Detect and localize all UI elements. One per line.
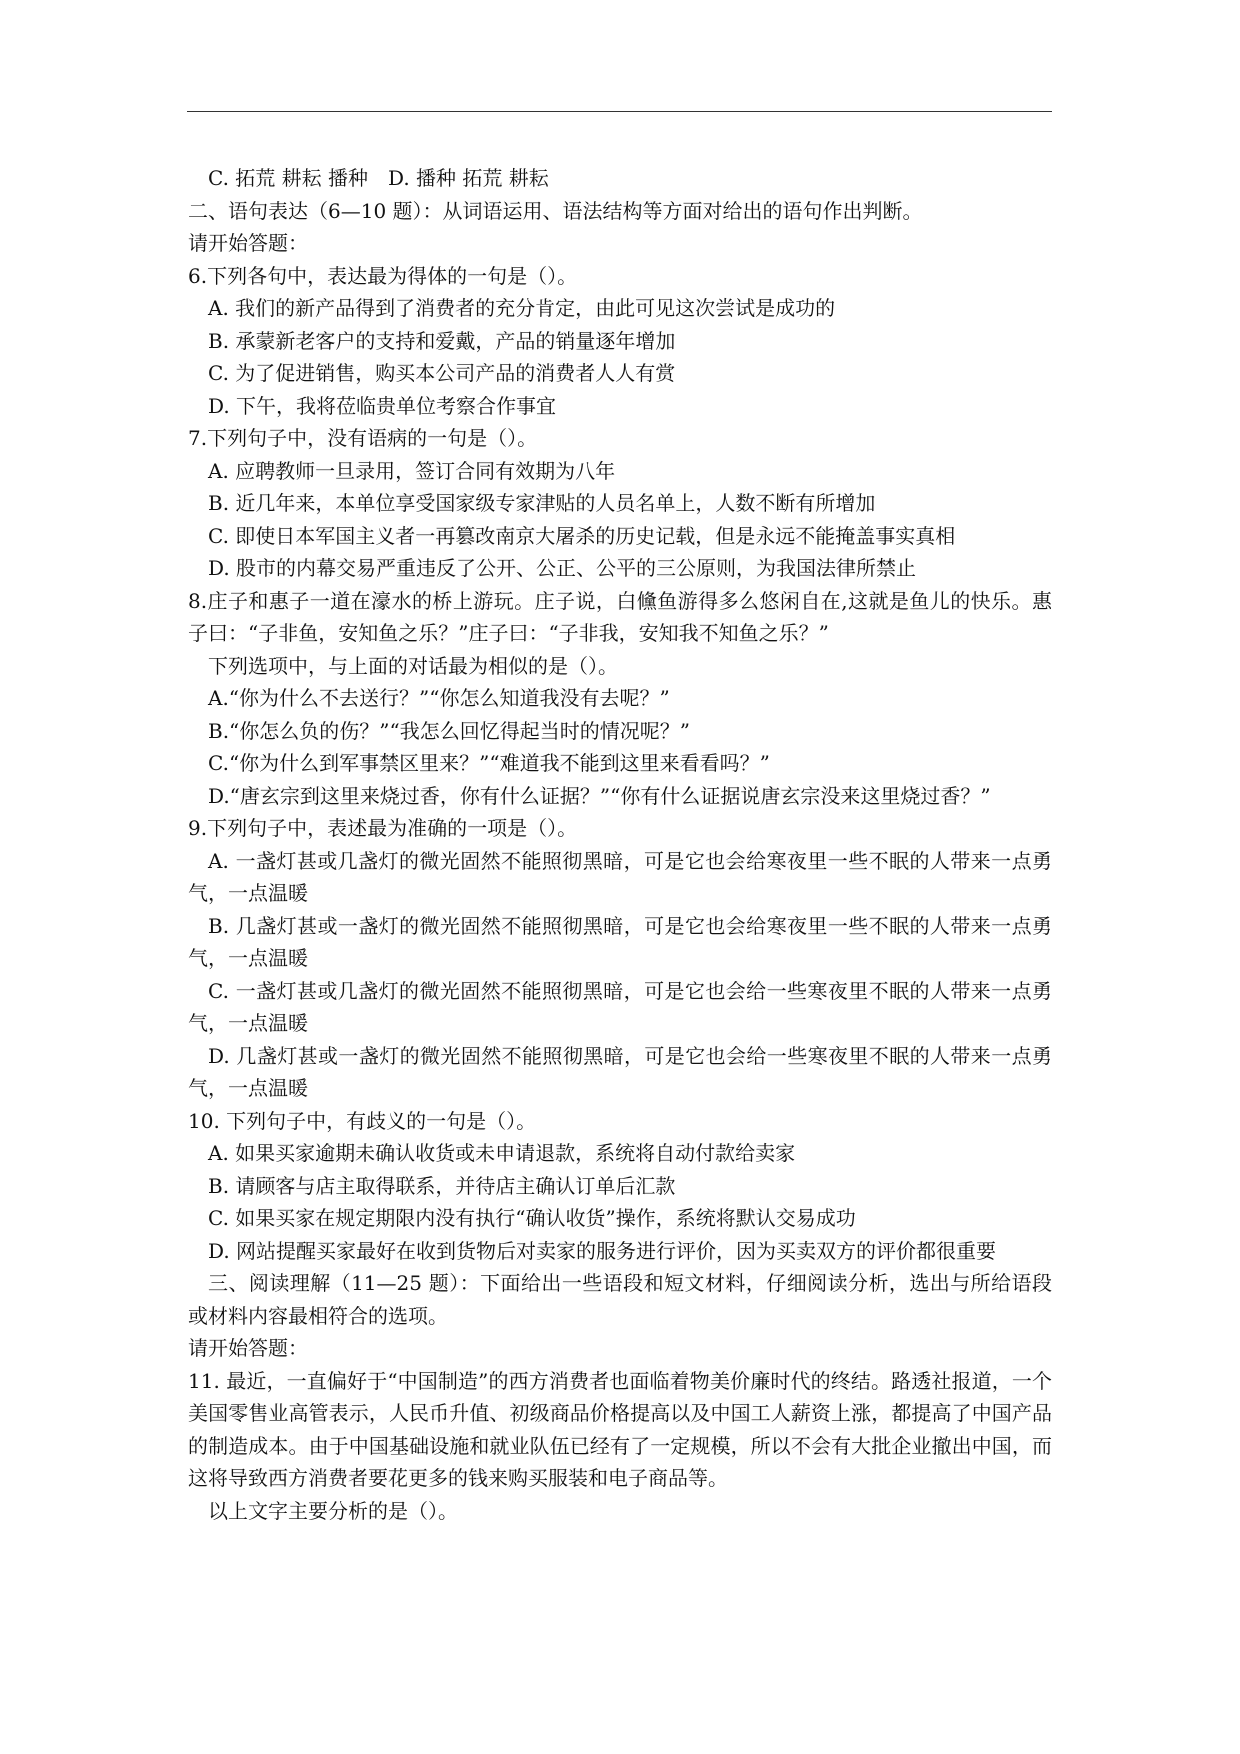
- document-paragraph: 9.下列句子中，表述最为准确的一项是（）。: [188, 816, 578, 840]
- document-paragraph: 以上文字主要分析的是（）。: [208, 1498, 458, 1523]
- document-paragraph: 请开始答题：: [188, 231, 308, 255]
- document-paragraph: D.“唐玄宗到这里来烧过香，你有什么证据？”“你有什么证据说唐玄宗没来这里烧过香？”: [208, 783, 991, 808]
- document-paragraph: D. 几盏灯甚或一盏灯的微光固然不能照彻黑暗，可是它也会给一些寒夜里不眠的人带来一点勇气，一点温暖: [188, 1043, 1052, 1100]
- document-paragraph: 二、语句表达（6—10 题）：从词语运用、语法结构等方面对给出的语句作出判断。: [188, 198, 923, 223]
- document-paragraph: 7.下列句子中，没有语病的一句是（）。: [188, 426, 538, 450]
- document-paragraph: 11. 最近，一直偏好于“中国制造”的西方消费者也面临着物美价廉时代的终结。路透社报道，一个美国零售业高管表示，人民币升值、初级商品价格提高以及中国工人薪资上涨，都提高了中国产品的制造成本。由于中国基础设施和就业队伍已经有了一定规模，所以不会有大批企业撤出中国，而这将导致西方消费者要花更多的钱来购买服装和电子商品等。: [188, 1368, 1052, 1490]
- document-paragraph: B. 近几年来，本单位享受国家级专家津贴的人员名单上，人数不断有所增加: [208, 491, 876, 515]
- document-paragraph: D. 股市的内幕交易严重违反了公开、公正、公平的三公原则，为我国法律所禁止: [208, 556, 917, 580]
- document-paragraph: C. 拓荒 耕耘 播种 D. 播种 拓荒 耕耘: [208, 166, 549, 190]
- document-paragraph: B. 请顾客与店主取得联系，并待店主确认订单后汇款: [208, 1173, 676, 1198]
- document-paragraph: C. 如果买家在规定期限内没有执行“确认收货”操作，系统将默认交易成功: [208, 1206, 856, 1230]
- document-paragraph: 请开始答题：: [188, 1336, 308, 1360]
- document-paragraph: B. 承蒙新老客户的支持和爱戴，产品的销量逐年增加: [208, 328, 676, 353]
- document-paragraph: C. 为了促进销售，购买本公司产品的消费者人人有赏: [208, 361, 676, 385]
- document-paragraph: C. 即使日本军国主义者一再篡改南京大屠杀的历史记载，但是永远不能掩盖事实真相: [208, 523, 956, 548]
- document-paragraph: A.“你为什么不去送行？”“你怎么知道我没有去呢？”: [208, 686, 670, 710]
- header-rule: [187, 111, 1052, 112]
- document-paragraph: A. 应聘教师一旦录用，签订合同有效期为八年: [208, 458, 616, 483]
- document-paragraph: 8.庄子和惠子一道在濠水的桥上游玩。庄子说，白儵鱼游得多么悠闲自在,这就是鱼儿的快乐。惠子曰：“子非鱼，安知鱼之乐？”庄子曰：“子非我，安知我不知鱼之乐？”: [188, 588, 1052, 645]
- document-paragraph: A. 如果买家逾期未确认收货或未申请退款，系统将自动付款给卖家: [208, 1141, 796, 1165]
- document-paragraph: B.“你怎么负的伤？”“我怎么回忆得起当时的情况呢？”: [208, 718, 690, 743]
- document-paragraph: B. 几盏灯甚或一盏灯的微光固然不能照彻黑暗，可是它也会给寒夜里一些不眠的人带来一点勇气，一点温暖: [188, 913, 1052, 970]
- document-paragraph: 下列选项中，与上面的对话最为相似的是（）。: [208, 653, 618, 678]
- document-body: [188, 162, 1052, 1527]
- document-paragraph: A. 一盏灯甚或几盏灯的微光固然不能照彻黑暗，可是它也会给寒夜里一些不眠的人带来一点勇气，一点温暖: [188, 848, 1052, 905]
- document-paragraph: D. 网站提醒买家最好在收到货物后对卖家的服务进行评价，因为买卖双方的评价都很重要: [208, 1238, 997, 1263]
- document-paragraph: C. 一盏灯甚或几盏灯的微光固然不能照彻黑暗，可是它也会给一些寒夜里不眠的人带来一点勇气，一点温暖: [188, 978, 1052, 1035]
- document-paragraph: D. 下午，我将莅临贵单位考察合作事宜: [208, 393, 557, 418]
- document-paragraph: A. 我们的新产品得到了消费者的充分肯定，由此可见这次尝试是成功的: [208, 296, 836, 320]
- document-paragraph: 6.下列各句中，表达最为得体的一句是（）。: [188, 263, 578, 288]
- document-paragraph: 三、阅读理解（11—25 题）：下面给出一些语段和短文材料，仔细阅读分析，选出与所给语段或材料内容最相符合的选项。: [188, 1271, 1052, 1328]
- document-paragraph: C.“你为什么到军事禁区里来？”“难道我不能到这里来看看吗？”: [208, 751, 770, 775]
- document-paragraph: 10. 下列句子中，有歧义的一句是（）。: [188, 1108, 537, 1133]
